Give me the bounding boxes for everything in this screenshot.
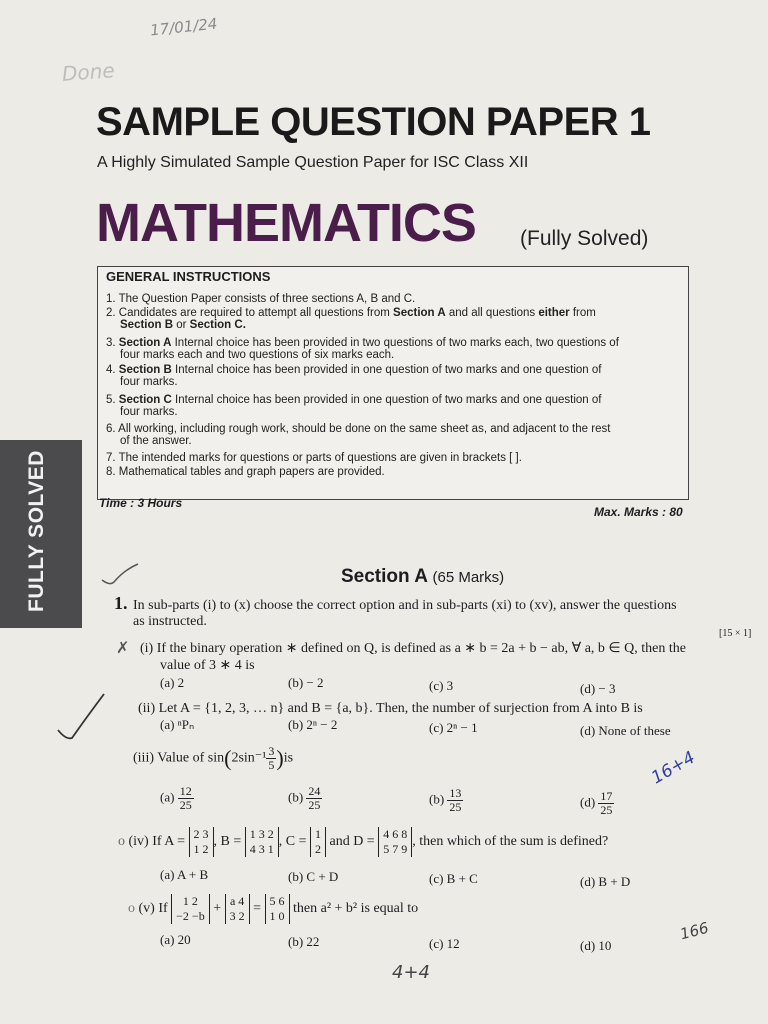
option: (c) 2ⁿ − 1 — [429, 720, 478, 735]
option: (b) $\frac{24}{25}$ — [288, 784, 321, 812]
instruction-item: 3. Section A Internal choice has been provided in two questions of two marks each, two questions of four marks each and two questions of six marks each. — [106, 337, 619, 361]
instruction-item: 4. Section B Internal choice has been provided in one question of two marks and one question of four marks. — [106, 364, 602, 388]
instruction-item: 7. The intended marks for questions or parts of questions are given in brackets [ ]. — [106, 452, 522, 464]
instruction-item: 2. Candidates are required to attempt all questions from Section A and all questions either from Section B or Section C. — [106, 307, 596, 331]
instruction-item: 8. Mathematical tables and graph papers are provided. — [106, 466, 385, 478]
instruction-item: 5. Section C Internal choice has been provided in one question of two marks and one question of four marks. — [106, 394, 602, 418]
option: (c) B + C — [429, 871, 478, 886]
cross-mark-icon: ✗ — [116, 640, 130, 657]
check-mark-icon — [100, 562, 140, 588]
side-tab-label: FULLY SOLVED — [25, 450, 48, 612]
option: (b) 2ⁿ − 2 — [288, 717, 338, 732]
section-title: Section A (65 Marks) — [341, 566, 505, 587]
part-ii-text: (ii) Let A = {1, 2, 3, … n} and B = {a, b}. Then, the number of surjection from A into B is — [138, 701, 643, 716]
handwritten-note: 16+4 — [648, 747, 699, 789]
option: (d) None of these — [580, 723, 671, 738]
check-mark-icon — [56, 690, 106, 744]
subject-title: MATHEMATICS — [96, 193, 476, 253]
handwritten-date: 17/01/24 — [149, 14, 219, 40]
option: (a) 2 — [160, 675, 185, 690]
option: (d) B + D — [580, 874, 631, 889]
page-title: SAMPLE QUESTION PAPER 1 — [96, 100, 651, 144]
option: (d) − 3 — [580, 681, 616, 696]
option: (c) 3 — [429, 678, 454, 693]
option: (a) ⁿPₙ — [160, 717, 195, 732]
subject-note: (Fully Solved) — [520, 227, 649, 250]
max-marks-label: Max. Marks : 80 — [594, 505, 683, 519]
page-subtitle: A Highly Simulated Sample Question Paper for ISC Class XII — [97, 154, 529, 171]
instructions-heading: GENERAL INSTRUCTIONS — [106, 269, 271, 284]
instruction-item: 6. All working, including rough work, should be done on the same sheet as, and adjacent to the rest of the answer. — [106, 423, 611, 447]
option: (b) $\frac{13}{25}$ — [429, 786, 462, 814]
question-number: 1. — [114, 593, 128, 613]
option: (d) $\frac{17}{25}$ — [580, 789, 613, 817]
option: (b) C + D — [288, 869, 339, 884]
instruction-item: 1. The Question Paper consists of three sections A, B and C. — [106, 293, 416, 305]
handwritten-note: 166 — [678, 918, 711, 944]
question-text: In sub-parts (i) to (x) choose the correct option and in sub-parts (xi) to (xv), answer the questions as instructed. — [133, 598, 677, 629]
option: (b) − 2 — [288, 675, 324, 690]
part-iv-text: o (iv) If A = 2 3 1 2 , B = 1 3 2 4 3 1 , C = 1 2 and D = 4 6 8 5 7 9 , then which of the sum is defined? — [118, 827, 609, 856]
handwritten-done: Done — [61, 58, 116, 86]
time-label: Time : 3 Hours — [99, 496, 183, 510]
option: (c) 12 — [429, 936, 460, 951]
option: (a) A + B — [160, 867, 209, 882]
question-marks: [15 × 1] — [719, 628, 752, 639]
option: (a) $\frac{12}{25}$ — [160, 784, 192, 812]
general-instructions-box — [97, 266, 689, 500]
option: (d) 10 — [580, 938, 612, 953]
option: (a) 20 — [160, 932, 191, 947]
handwritten-note: 4+4 — [392, 962, 430, 983]
part-v-text: o (v) If 1 2 −2 −b + a 4 3 2 = 5 6 1 0 then a² + b² is equal to — [128, 894, 419, 923]
part-i-text: (i) If the binary operation ∗ defined on Q, is defined as a ∗ b = 2a + b − ab, ∀ a, b ∈ Q, then the value of 3 ∗ 4 is — [140, 641, 686, 673]
option: (b) 22 — [288, 934, 320, 949]
part-iii-text: (iii) Value of sin(2sin⁻¹ $\frac{3}{5}$ )is — [133, 744, 294, 772]
